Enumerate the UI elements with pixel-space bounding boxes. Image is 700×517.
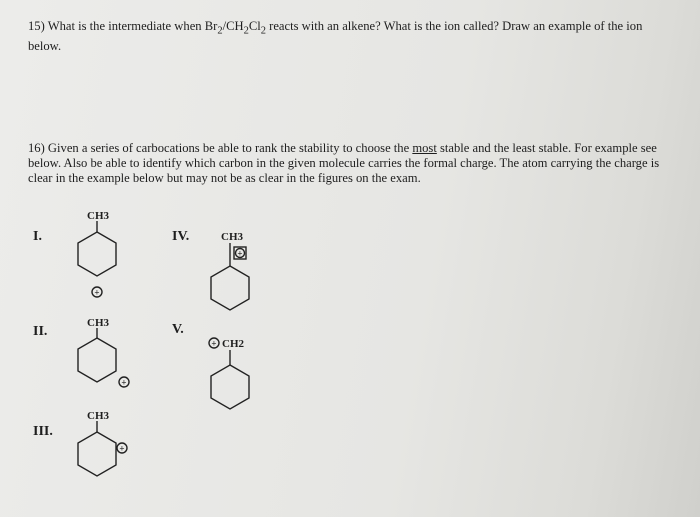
structure-label-4: IV. — [172, 229, 190, 244]
structure-4-group: CH3 — [221, 231, 243, 243]
q15-sub-3: 2 — [260, 25, 266, 37]
structure-label-5: V. — [172, 322, 184, 337]
structure-1-group: CH3 — [87, 210, 109, 222]
structure-1-ring — [78, 232, 116, 276]
q15-text-c: Cl — [248, 19, 261, 33]
q15-text-a: 15) What is the intermediate when Br — [28, 19, 218, 33]
structure-4-charge: + — [237, 248, 243, 259]
q16-text-b: stable and the least stable. For example see below. Also be able to identify which carbon in the given molecule carries the formal charge. The atom carrying the charge is clear in the example below but may not be as clear in the figures on the exam. — [28, 141, 660, 185]
structure-label-2: II. — [33, 324, 48, 339]
structure-4-ring — [211, 266, 249, 310]
structure-3-charge: + — [119, 443, 125, 454]
q15-sub-2: 2 — [243, 25, 249, 37]
structure-2-group: CH3 — [87, 317, 109, 329]
structure-2-ring — [78, 338, 116, 382]
structure-label-3: III. — [33, 424, 53, 439]
structure-2-charge: + — [121, 377, 127, 388]
structure-3-group: CH3 — [87, 410, 109, 422]
q15-text-b: /CH — [222, 19, 244, 33]
q16-underlined-word: most — [412, 141, 437, 155]
structure-3-ring — [78, 432, 116, 476]
q16-text-a: 16) Given a series of carbocations be able to rank the stability to choose the — [28, 141, 413, 155]
structure-5-charge: + — [211, 338, 217, 349]
structure-1-charge: + — [94, 287, 100, 298]
structure-label-1: I. — [33, 229, 42, 244]
q15-text-d: reacts with an alkene? What is the ion called? Draw an example of the ion below. — [28, 19, 643, 53]
q15-sub-1: 2 — [217, 25, 223, 37]
structure-4 — [211, 243, 249, 310]
structure-5-ring — [211, 365, 249, 409]
structure-5-group: CH2 — [222, 338, 244, 350]
structure-1 — [78, 221, 116, 297]
